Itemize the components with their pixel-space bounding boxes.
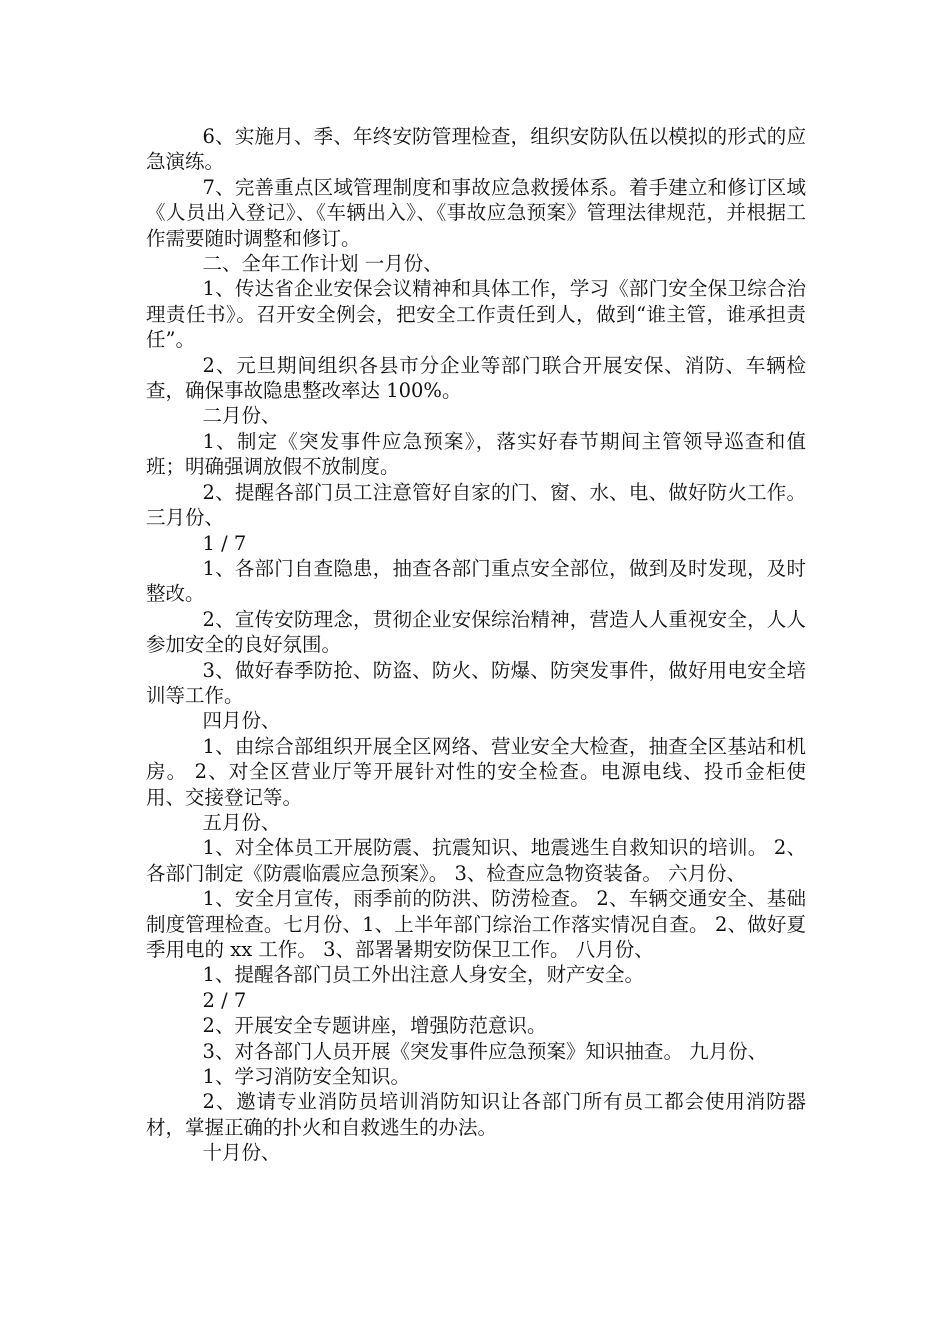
paragraph-item-7: 7、完善重点区域管理制度和事故应急救援体系。着手建立和修订区域《人员出入登记》、《车辆出入》、《事故应急预案》管理法律规范，并根据工作需要随时调整和修订。 (146, 175, 806, 250)
paragraph-item-6: 6、实施月、季、年终安防管理检查，组织安防队伍以模拟的形式的应急演练。 (146, 125, 806, 174)
paragraph-june-july: 1、安全月宣传，雨季前的防洪、防涝检查。 2、车辆交通安全、基础制度管理检查。七月份、1、上半年部门综治工作落实情况自查。 2、做好夏季用电的 xx 工作。 3、部署暑期安防保卫工作。 八月份、 (146, 887, 806, 961)
month-heading-may: 五月份、 (202, 810, 281, 834)
paragraph-march-2: 2、宣传安防理念，贯彻企业安保综治精神，营造人人重视安全，人人参加安全的良好氛围。 (146, 607, 806, 657)
paragraph-march-1: 1、各部门自查隐患，抽查各部门重点安全部位，做到及时发现，及时整改。 (146, 556, 806, 606)
paragraph-february-2: 2、提醒各部门员工注意管好自家的门、窗、水、电、做好防火工作。 三月份、 (146, 480, 806, 530)
month-heading-april: 四月份、 (202, 709, 281, 733)
paragraph-february-1: 1、制定《突发事件应急预案》，落实好春节期间主管领导巡查和值班；明确强调放假不放制度。 (146, 429, 806, 479)
month-heading-february: 二月份、 (202, 404, 281, 428)
paragraph-september-1: 1、学习消防安全知识。 (202, 1065, 410, 1089)
paragraph-january-2: 2、元旦期间组织各县市分企业等部门联合开展安保、消防、车辆检查，确保事故隐患整改率达 100%。 (146, 353, 806, 403)
paragraph-march-3: 3、做好春季防抢、防盗、防火、防爆、防突发事件，做好用电安全培训等工作。 (146, 658, 806, 707)
paragraph-august-3: 3、对各部门人员开展《突发事件应急预案》知识抽查。 九月份、 (202, 1039, 768, 1063)
paragraph-january-1: 1、传达省企业安保会议精神和具体工作，学习《部门安全保卫综合治理责任书》。召开安全例会，把安全工作责任到人，做到“谁主管，谁承担责任”。 (146, 277, 806, 352)
paragraph-april-1: 1、由综合部组织开展全区网络、营业安全大检查，抽查全区基站和机房。 2、对全区营业厅等开展针对性的安全检查。电源电线、投币金柜使用、交接登记等。 (146, 734, 806, 809)
page-number-2: 2 / 7 (202, 988, 247, 1012)
paragraph-august-1: 1、提醒各部门员工外出注意人身安全，财产安全。 (202, 963, 644, 987)
paragraph-august-2: 2、开展安全专题讲座，增强防范意识。 (202, 1014, 547, 1038)
paragraph-september-2: 2、邀请专业消防员培训消防知识让各部门所有员工都会使用消防器材，掌握正确的扑火和自救逃生的办法。 (146, 1090, 806, 1139)
paragraph-may-1: 1、对全体员工开展防震、抗震知识、地震逃生自救知识的培训。 2、各部门制定《防震临震应急预案》。 3、检查应急物资装备。 六月份、 (146, 836, 806, 885)
month-heading-october: 十月份、 (202, 1141, 281, 1165)
document-body (146, 124, 806, 1166)
section-heading-annual-plan: 二、全年工作计划 一月份、 (202, 252, 443, 276)
page-number-1: 1 / 7 (202, 531, 247, 555)
